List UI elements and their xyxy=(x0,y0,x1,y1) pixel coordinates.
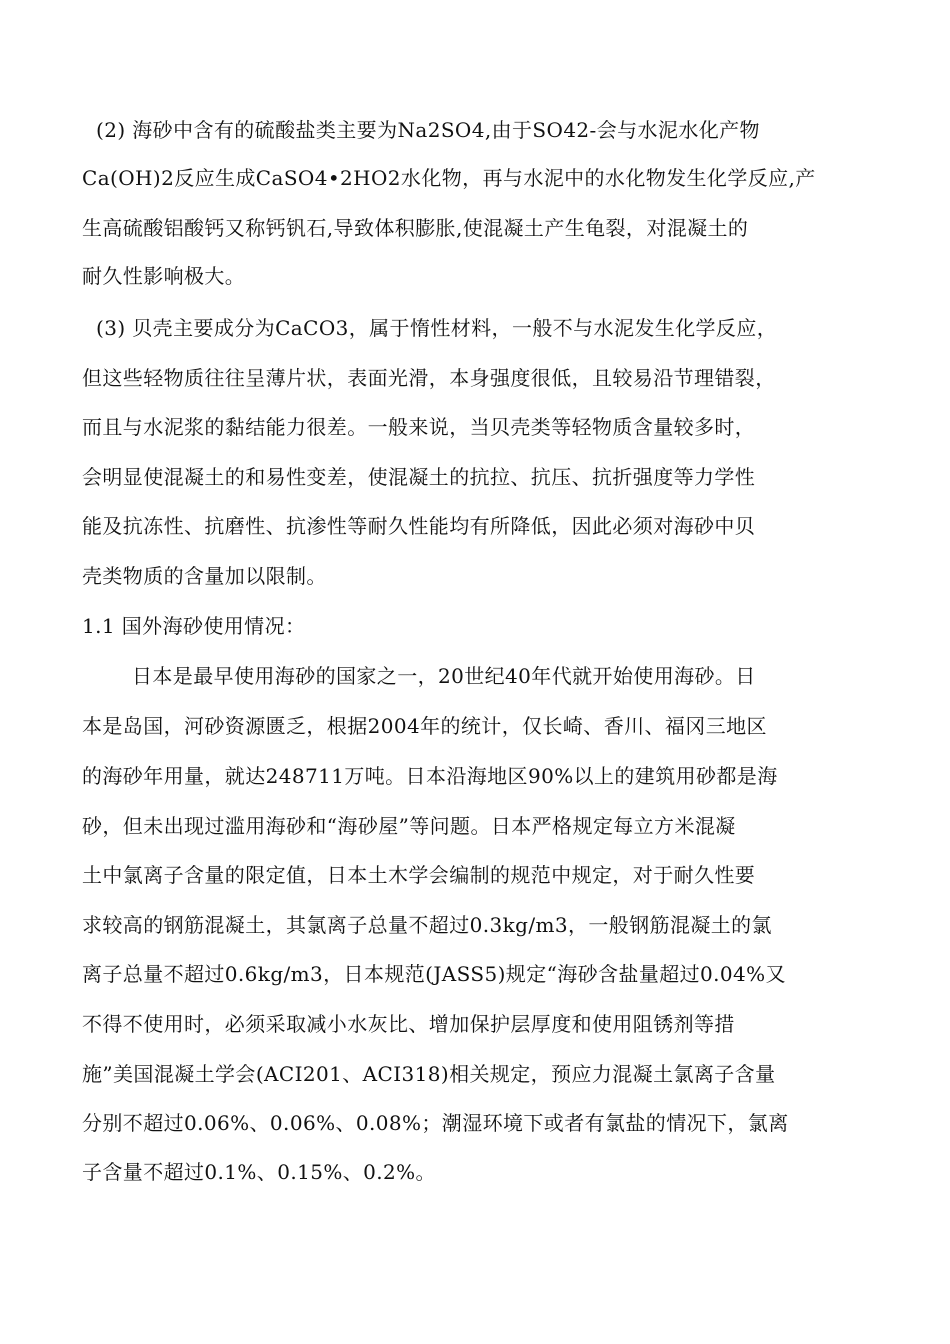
paragraph-line: 离子总量不超过0.6kg/m3，日本规范(JASS5)规定“海砂含盐量超过0.04%又 xyxy=(82,962,786,986)
paragraph-line: 本是岛国，河砂资源匮乏，根据2004年的统计，仅长崎、香川、福冈三地区 xyxy=(82,714,767,738)
paragraph-line: Ca(OH)2反应生成CaSO4•2HO2水化物，再与水泥中的水化物发生化学反应,产 xyxy=(82,166,816,190)
paragraph-line: 施”美国混凝土学会(ACI201、ACI318)相关规定，预应力混凝土氯离子含量 xyxy=(82,1062,776,1086)
paragraph-line: 砂，但未出现过滥用海砂和“海砂屋”等问题。日本严格规定每立方米混凝 xyxy=(82,814,736,838)
paragraph-line: 而且与水泥浆的黏结能力很差。一般来说，当贝壳类等轻物质含量较多时， xyxy=(82,415,756,439)
paragraph-line: 会明显使混凝土的和易性变差，使混凝土的抗拉、抗压、抗折强度等力学性 xyxy=(82,465,756,489)
paragraph-line: 生高硫酸铝酸钙又称钙钒石,导致体积膨胀,使混凝土产生龟裂，对混凝土的 xyxy=(82,216,749,240)
paragraph-line: 能及抗冻性、抗磨性、抗渗性等耐久性能均有所降低，因此必须对海砂中贝 xyxy=(82,514,756,538)
paragraph-line: 壳类物质的含量加以限制。 xyxy=(82,564,327,588)
paragraph-line: 耐久性影响极大。 xyxy=(82,264,246,288)
paragraph-line: 的海砂年用量，就达248711万吨。日本沿海地区90%以上的建筑用砂都是海 xyxy=(82,764,778,788)
paragraph-line: 但这些轻物质往往呈薄片状，表面光滑，本身强度很低，且较易沿节理错裂， xyxy=(82,366,776,390)
paragraph-line: (2) 海砂中含有的硫酸盐类主要为Na2SO4,由于SO42-会与水泥水化产物 xyxy=(96,118,760,142)
section-heading: 1.1 国外海砂使用情况： xyxy=(82,614,306,638)
paragraph-line: (3) 贝壳主要成分为CaCO3，属于惰性材料，一般不与水泥发生化学反应， xyxy=(96,316,778,340)
paragraph-line: 土中氯离子含量的限定值，日本土木学会编制的规范中规定，对于耐久性要 xyxy=(82,863,756,887)
paragraph-line: 求较高的钢筋混凝土，其氯离子总量不超过0.3kg/m3，一般钢筋混凝土的氯 xyxy=(82,913,772,937)
paragraph-line: 分别不超过0.06%、0.06%、0.08%；潮湿环境下或者有氯盐的情况下，氯离 xyxy=(82,1111,789,1135)
paragraph-line: 子含量不超过0.1%、0.15%、0.2%。 xyxy=(82,1160,436,1184)
paragraph-line: 不得不使用时，必须采取减小水灰比、增加保护层厚度和使用阻锈剂等措 xyxy=(82,1012,735,1036)
paragraph-line: 日本是最早使用海砂的国家之一，20世纪40年代就开始使用海砂。日 xyxy=(132,664,756,688)
